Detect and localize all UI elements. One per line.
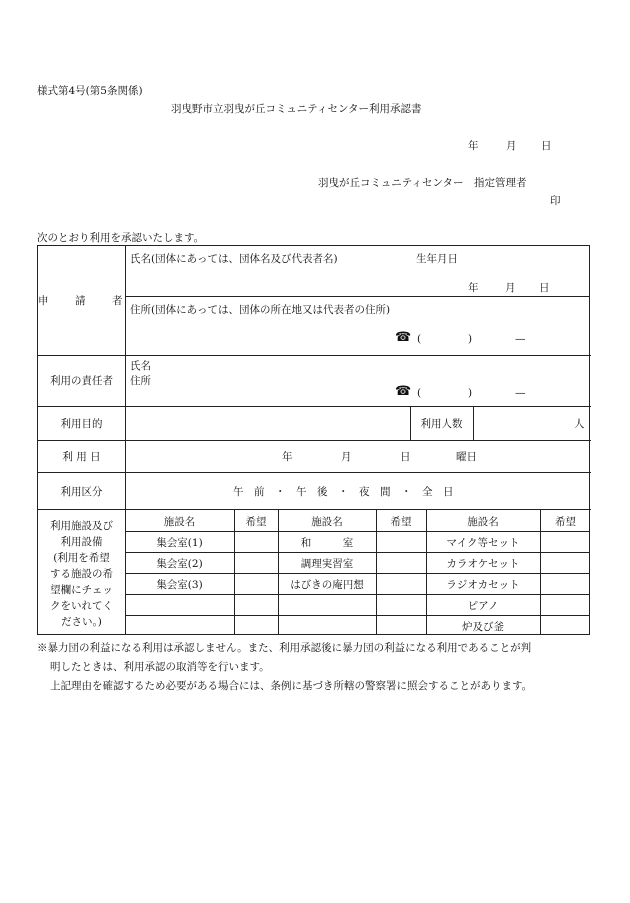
applicant-tel-dash: — (515, 333, 526, 345)
wish-checkbox[interactable] (235, 532, 277, 552)
issuer: 羽曳が丘コミュニティセンター 指定管理者 (318, 177, 527, 189)
facility-cooking-room: 調理実習室 (300, 558, 354, 570)
applicant-name-label: 氏名(団体にあっては、団体名及び代表者名) (130, 253, 338, 265)
note-line-3: 上記理由を確認するため必要がある場合には、条例に基づき所轄の警察署に照会することがあります。 (50, 680, 533, 692)
col-header-facility-2: 施設名 (311, 516, 343, 528)
wish-checkbox[interactable] (235, 553, 277, 573)
count-label: 利用人数 (420, 418, 463, 430)
col-header-wish-3: 希望 (555, 516, 576, 528)
wish-checkbox[interactable] (377, 532, 425, 552)
date-year: 年 (468, 140, 479, 152)
applicant-tel-close: ) (468, 333, 473, 345)
use-date-year: 年 (282, 451, 293, 463)
form-number: 様式第4号(第5条関係) (37, 85, 143, 97)
wish-checkbox[interactable] (541, 595, 590, 615)
equipment-mic-set: マイク等セット (446, 537, 520, 549)
use-date-weekday: 曜日 (456, 451, 477, 463)
use-date-label: 利 用 日 (62, 451, 101, 463)
note-line-1: ※暴力団の利益になる利用は承認しません。また、利用承認後に暴力団の利益になる利用であることが判 (37, 642, 532, 654)
wish-checkbox[interactable] (377, 574, 425, 594)
col-header-facility-1: 施設名 (163, 516, 196, 528)
applicant-label: 申 請 者 (38, 295, 131, 307)
use-date-month: 月 (341, 451, 352, 463)
wish-checkbox[interactable] (541, 616, 590, 635)
facilities-label: 利用施設及び 利用設備 (利用を希望 する施設の希 望欄にチェッ クをいれてく ださい。) (50, 520, 113, 628)
col-header-wish-2: 希望 (390, 516, 412, 528)
document-title: 羽曳野市立羽曳が丘コミュニティセンター利用承認書 (171, 103, 422, 115)
wish-checkbox[interactable] (541, 574, 590, 594)
date-day: 日 (541, 140, 552, 152)
equipment-karaoke-set: カラオケセット (446, 558, 520, 570)
use-date-day: 日 (400, 451, 411, 463)
responsible-tel-dash: — (515, 387, 526, 399)
applicant-birth-month: 月 (505, 282, 516, 294)
phone-icon: ☎ (395, 384, 412, 399)
responsible-name-label: 氏名 (130, 360, 151, 372)
facility-meeting-room-2: 集会室(2) (156, 558, 203, 570)
responsible-address-label: 住所 (130, 375, 151, 387)
facility-meeting-room-1: 集会室(1) (156, 537, 203, 549)
col-header-facility-3: 施設名 (467, 516, 499, 528)
equipment-hearth-kettle: 炉及び釜 (462, 621, 504, 633)
wish-checkbox[interactable] (541, 532, 590, 552)
count-unit: 人 (574, 418, 585, 430)
seal-mark: 印 (550, 195, 561, 207)
date-month: 月 (506, 140, 517, 152)
intro-text: 次のとおり利用を承認いたします。 (37, 232, 205, 244)
wish-checkbox[interactable] (541, 553, 590, 573)
purpose-label: 利用目的 (60, 418, 103, 430)
applicant-tel-open: ( (417, 333, 422, 345)
wish-checkbox[interactable] (235, 574, 277, 594)
applicant-birth-label: 生年月日 (416, 253, 458, 265)
equipment-piano: ピアノ (467, 600, 499, 612)
equipment-radio-cassette: ラジオカセット (446, 579, 520, 591)
facility-japanese-room: 和 室 (300, 537, 354, 549)
col-header-wish-1: 希望 (245, 516, 267, 528)
wish-checkbox[interactable] (377, 553, 425, 573)
applicant-birth-year: 年 (468, 282, 479, 294)
use-class-options: 午 前 ・ 午 後 ・ 夜 間 ・ 全 日 (233, 486, 454, 498)
responsible-tel-close: ) (468, 387, 473, 399)
note-line-2: 明したときは、利用承認の取消等を行います。 (50, 661, 270, 673)
applicant-address-label: 住所(団体にあっては、団体の所在地又は代表者の住所) (130, 304, 391, 316)
use-class-label: 利用区分 (60, 486, 103, 498)
approval-table (37, 245, 590, 635)
phone-icon: ☎ (395, 330, 412, 345)
applicant-birth-day: 日 (539, 282, 550, 294)
responsible-tel-open: ( (417, 387, 422, 399)
facility-meeting-room-3: 集会室(3) (156, 579, 203, 591)
facility-habikino-en: はびきの庵円想 (290, 579, 364, 591)
responsible-label: 利用の責任者 (50, 375, 113, 387)
